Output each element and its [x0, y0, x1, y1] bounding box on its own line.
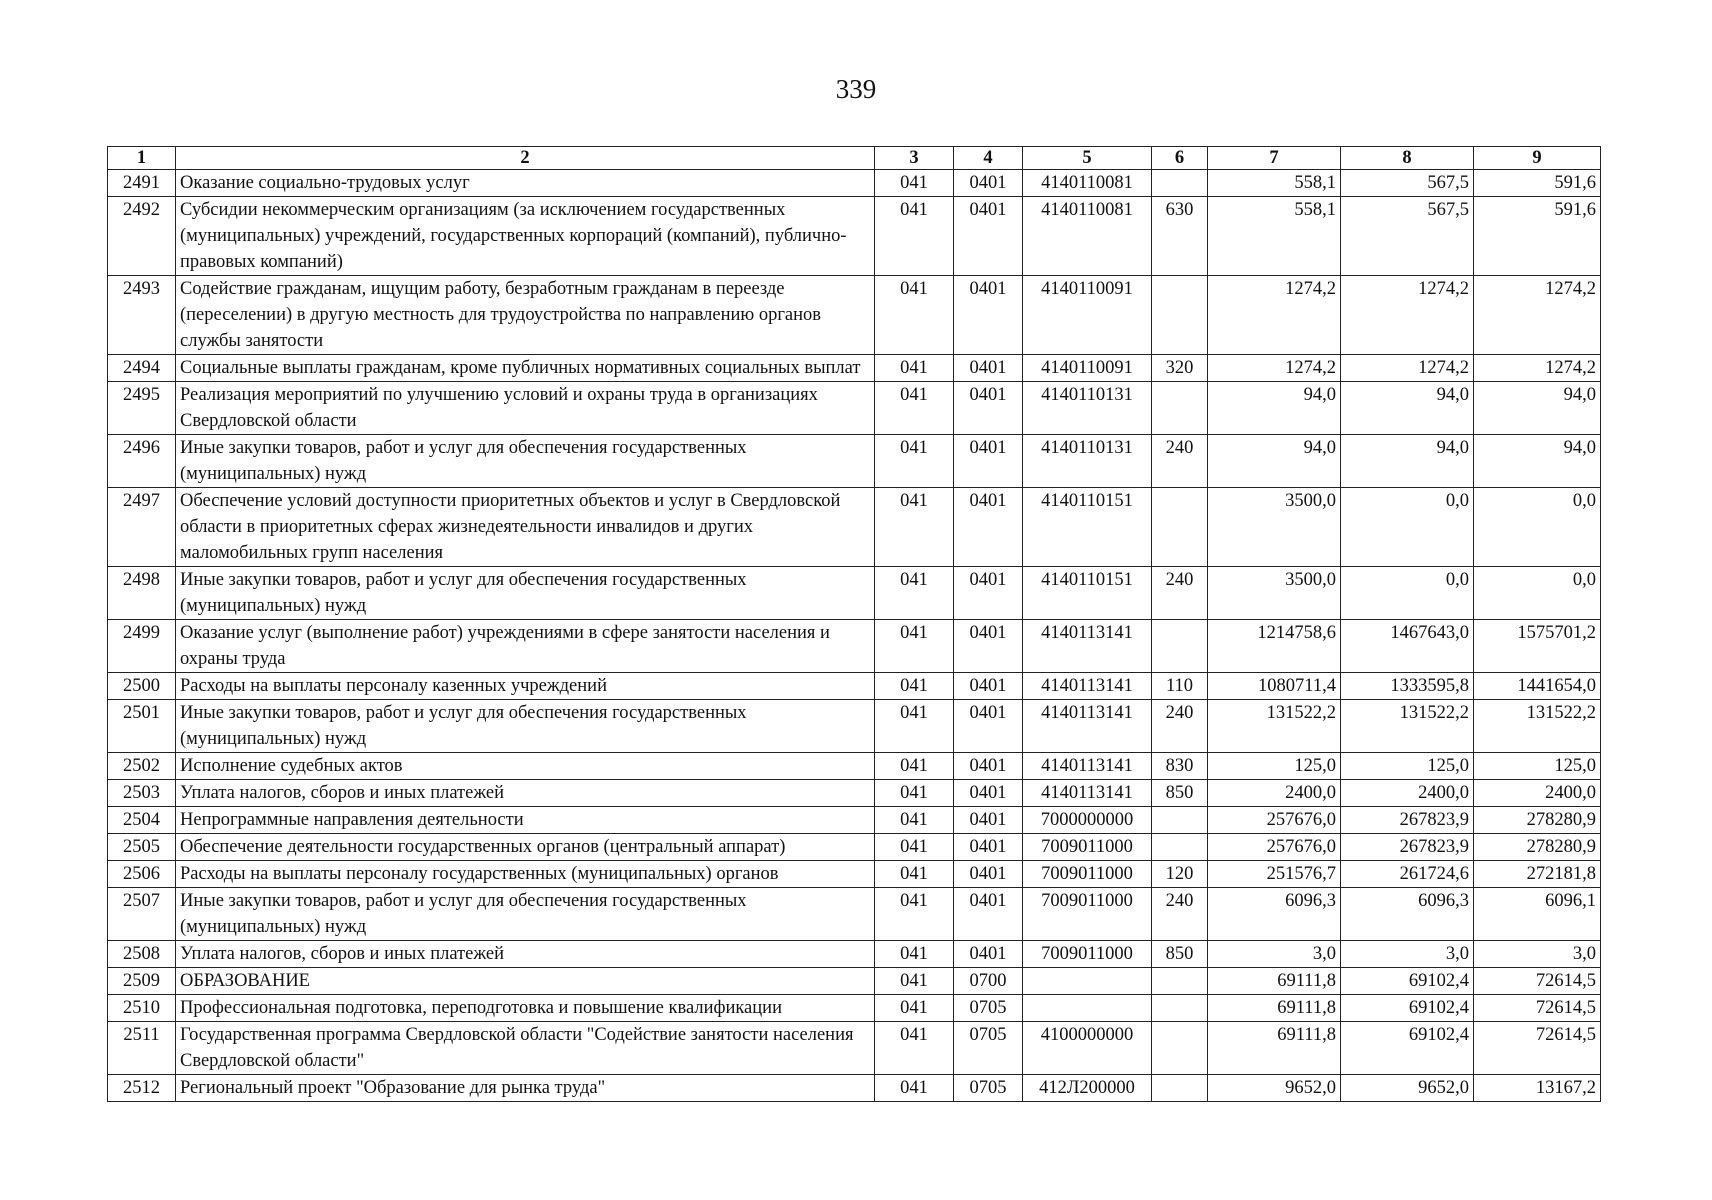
row-col3: 041 — [875, 753, 954, 780]
row-col9: 1441654,0 — [1474, 673, 1601, 700]
row-col8: 567,5 — [1341, 170, 1474, 197]
row-number: 2499 — [108, 620, 176, 673]
row-col6: 240 — [1152, 888, 1208, 941]
row-col4: 0401 — [954, 197, 1023, 276]
row-col4: 0401 — [954, 753, 1023, 780]
row-col9: 13167,2 — [1474, 1075, 1601, 1102]
row-number: 2492 — [108, 197, 176, 276]
row-col3: 041 — [875, 382, 954, 435]
row-col4: 0401 — [954, 435, 1023, 488]
row-number: 2494 — [108, 355, 176, 382]
row-number: 2504 — [108, 807, 176, 834]
row-col7: 1214758,6 — [1208, 620, 1341, 673]
row-name: Профессиональная подготовка, переподготовка и повышение квалификации — [176, 995, 875, 1022]
header-row — [108, 147, 1601, 170]
row-number: 2511 — [108, 1022, 176, 1075]
row-number: 2502 — [108, 753, 176, 780]
table-row — [108, 567, 1601, 620]
table-row — [108, 861, 1601, 888]
row-number: 2507 — [108, 888, 176, 941]
row-name: Иные закупки товаров, работ и услуг для обеспечения государственных (муниципальных) нужд — [176, 567, 875, 620]
row-name: Непрограммные направления деятельности — [176, 807, 875, 834]
row-number: 2506 — [108, 861, 176, 888]
row-col7: 94,0 — [1208, 435, 1341, 488]
row-name: Расходы на выплаты персоналу государственных (муниципальных) органов — [176, 861, 875, 888]
row-col8: 0,0 — [1341, 488, 1474, 567]
row-name: Уплата налогов, сборов и иных платежей — [176, 780, 875, 807]
row-col4: 0401 — [954, 673, 1023, 700]
header-cell: 1 — [108, 147, 176, 170]
row-col3: 041 — [875, 780, 954, 807]
row-col9: 1274,2 — [1474, 276, 1601, 355]
row-name: Региональный проект "Образование для рынка труда" — [176, 1075, 875, 1102]
row-col7: 3500,0 — [1208, 488, 1341, 567]
row-number: 2503 — [108, 780, 176, 807]
row-col5 — [1023, 995, 1152, 1022]
row-col7: 1274,2 — [1208, 355, 1341, 382]
row-col4: 0700 — [954, 968, 1023, 995]
row-name: Реализация мероприятий по улучшению условий и охраны труда в организациях Свердловской области — [176, 382, 875, 435]
table-row — [108, 968, 1601, 995]
table-body — [108, 170, 1601, 1102]
row-col9: 94,0 — [1474, 435, 1601, 488]
row-number: 2500 — [108, 673, 176, 700]
row-col9: 72614,5 — [1474, 968, 1601, 995]
header-cell: 3 — [875, 147, 954, 170]
table-row — [108, 355, 1601, 382]
header-cell: 2 — [176, 147, 875, 170]
row-col8: 567,5 — [1341, 197, 1474, 276]
row-col9: 591,6 — [1474, 197, 1601, 276]
row-col5: 4140110081 — [1023, 197, 1152, 276]
row-col5: 4140110131 — [1023, 435, 1152, 488]
row-col8: 1467643,0 — [1341, 620, 1474, 673]
header-cell: 8 — [1341, 147, 1474, 170]
row-number: 2495 — [108, 382, 176, 435]
row-col6 — [1152, 488, 1208, 567]
row-number: 2512 — [108, 1075, 176, 1102]
row-col9: 0,0 — [1474, 488, 1601, 567]
row-col7: 257676,0 — [1208, 807, 1341, 834]
row-col5: 4140110151 — [1023, 567, 1152, 620]
budget-table — [107, 146, 1601, 1102]
row-col3: 041 — [875, 968, 954, 995]
row-col9: 278280,9 — [1474, 834, 1601, 861]
row-name: Иные закупки товаров, работ и услуг для обеспечения государственных (муниципальных) нужд — [176, 435, 875, 488]
row-col6: 630 — [1152, 197, 1208, 276]
row-col7: 1080711,4 — [1208, 673, 1341, 700]
row-col5: 4140110091 — [1023, 276, 1152, 355]
row-col7: 3,0 — [1208, 941, 1341, 968]
row-name: Оказание услуг (выполнение работ) учреждениями в сфере занятости населения и охраны труда — [176, 620, 875, 673]
row-col8: 0,0 — [1341, 567, 1474, 620]
row-col4: 0401 — [954, 807, 1023, 834]
row-col5: 4140113141 — [1023, 700, 1152, 753]
row-col7: 251576,7 — [1208, 861, 1341, 888]
row-col3: 041 — [875, 170, 954, 197]
row-col3: 041 — [875, 567, 954, 620]
row-col8: 3,0 — [1341, 941, 1474, 968]
table-row — [108, 888, 1601, 941]
row-col3: 041 — [875, 941, 954, 968]
row-col3: 041 — [875, 197, 954, 276]
row-col9: 2400,0 — [1474, 780, 1601, 807]
header-cell: 5 — [1023, 147, 1152, 170]
table-row — [108, 276, 1601, 355]
row-col3: 041 — [875, 888, 954, 941]
row-col7: 94,0 — [1208, 382, 1341, 435]
row-col6: 240 — [1152, 700, 1208, 753]
row-col6 — [1152, 1022, 1208, 1075]
row-col7: 69111,8 — [1208, 1022, 1341, 1075]
table-row — [108, 170, 1601, 197]
row-col5: 4140113141 — [1023, 620, 1152, 673]
row-col3: 041 — [875, 673, 954, 700]
row-col6 — [1152, 995, 1208, 1022]
row-col9: 272181,8 — [1474, 861, 1601, 888]
row-col6 — [1152, 834, 1208, 861]
table-row — [108, 995, 1601, 1022]
row-number: 2498 — [108, 567, 176, 620]
row-name: Социальные выплаты гражданам, кроме публичных нормативных социальных выплат — [176, 355, 875, 382]
row-col7: 69111,8 — [1208, 968, 1341, 995]
row-col8: 1333595,8 — [1341, 673, 1474, 700]
row-name: Обеспечение деятельности государственных органов (центральный аппарат) — [176, 834, 875, 861]
row-col5: 7009011000 — [1023, 888, 1152, 941]
row-number: 2509 — [108, 968, 176, 995]
row-col3: 041 — [875, 1075, 954, 1102]
row-col6: 240 — [1152, 435, 1208, 488]
row-col3: 041 — [875, 620, 954, 673]
row-col7: 2400,0 — [1208, 780, 1341, 807]
header-cell: 7 — [1208, 147, 1341, 170]
row-col8: 69102,4 — [1341, 1022, 1474, 1075]
row-col3: 041 — [875, 1022, 954, 1075]
page-number: 339 — [835, 74, 877, 104]
row-col9: 72614,5 — [1474, 1022, 1601, 1075]
row-col7: 9652,0 — [1208, 1075, 1341, 1102]
table-row — [108, 673, 1601, 700]
row-col5: 4140110081 — [1023, 170, 1152, 197]
row-col8: 267823,9 — [1341, 834, 1474, 861]
row-col7: 558,1 — [1208, 170, 1341, 197]
table-row — [108, 941, 1601, 968]
row-col5: 4140113141 — [1023, 753, 1152, 780]
row-col6: 830 — [1152, 753, 1208, 780]
row-col6: 240 — [1152, 567, 1208, 620]
row-col6 — [1152, 620, 1208, 673]
row-name: Оказание социально-трудовых услуг — [176, 170, 875, 197]
row-col8: 69102,4 — [1341, 968, 1474, 995]
row-col9: 72614,5 — [1474, 995, 1601, 1022]
row-col6 — [1152, 807, 1208, 834]
row-col8: 131522,2 — [1341, 700, 1474, 753]
row-name: Государственная программа Свердловской области "Содействие занятости населения Свердловской области" — [176, 1022, 875, 1075]
row-col9: 6096,1 — [1474, 888, 1601, 941]
row-number: 2505 — [108, 834, 176, 861]
header-cell: 6 — [1152, 147, 1208, 170]
row-number: 2501 — [108, 700, 176, 753]
row-col9: 131522,2 — [1474, 700, 1601, 753]
row-number: 2497 — [108, 488, 176, 567]
row-col9: 0,0 — [1474, 567, 1601, 620]
row-col4: 0401 — [954, 488, 1023, 567]
row-col7: 558,1 — [1208, 197, 1341, 276]
row-col5: 7009011000 — [1023, 834, 1152, 861]
row-col5: 4100000000 — [1023, 1022, 1152, 1075]
header-cell: 4 — [954, 147, 1023, 170]
row-col6 — [1152, 170, 1208, 197]
row-number: 2508 — [108, 941, 176, 968]
row-col3: 041 — [875, 861, 954, 888]
row-col9: 278280,9 — [1474, 807, 1601, 834]
row-number: 2491 — [108, 170, 176, 197]
row-col8: 261724,6 — [1341, 861, 1474, 888]
table-row — [108, 435, 1601, 488]
table-row — [108, 753, 1601, 780]
row-col4: 0401 — [954, 780, 1023, 807]
row-col5: 4140110091 — [1023, 355, 1152, 382]
table-row — [108, 488, 1601, 567]
row-col7: 257676,0 — [1208, 834, 1341, 861]
row-col7: 125,0 — [1208, 753, 1341, 780]
table-row — [108, 620, 1601, 673]
row-col6: 320 — [1152, 355, 1208, 382]
header-cell: 9 — [1474, 147, 1601, 170]
row-col5: 7009011000 — [1023, 861, 1152, 888]
row-name: Обеспечение условий доступности приоритетных объектов и услуг в Свердловской области в приоритетных сферах жизнедеятельности инвалидов и других маломобильных групп населения — [176, 488, 875, 567]
row-col5: 4140113141 — [1023, 780, 1152, 807]
row-col8: 94,0 — [1341, 382, 1474, 435]
row-name: Исполнение судебных актов — [176, 753, 875, 780]
row-col4: 0401 — [954, 888, 1023, 941]
row-col8: 1274,2 — [1341, 355, 1474, 382]
row-col7: 3500,0 — [1208, 567, 1341, 620]
row-col5 — [1023, 968, 1152, 995]
row-col4: 0401 — [954, 861, 1023, 888]
row-name: ОБРАЗОВАНИЕ — [176, 968, 875, 995]
row-col6: 110 — [1152, 673, 1208, 700]
row-col5: 4140110151 — [1023, 488, 1152, 567]
row-col8: 125,0 — [1341, 753, 1474, 780]
row-col3: 041 — [875, 700, 954, 753]
row-col8: 2400,0 — [1341, 780, 1474, 807]
row-number: 2510 — [108, 995, 176, 1022]
table-row — [108, 807, 1601, 834]
row-name: Содействие гражданам, ищущим работу, безработным гражданам в переезде (переселении) в другую местность для трудоустройства по направлению органов службы занятости — [176, 276, 875, 355]
row-col4: 0705 — [954, 995, 1023, 1022]
row-col5: 7009011000 — [1023, 941, 1152, 968]
row-name: Уплата налогов, сборов и иных платежей — [176, 941, 875, 968]
table-row — [108, 834, 1601, 861]
row-col9: 3,0 — [1474, 941, 1601, 968]
row-col4: 0705 — [954, 1022, 1023, 1075]
row-col3: 041 — [875, 276, 954, 355]
table-row — [108, 197, 1601, 276]
row-col8: 6096,3 — [1341, 888, 1474, 941]
row-col6 — [1152, 382, 1208, 435]
row-col3: 041 — [875, 488, 954, 567]
row-col6: 850 — [1152, 941, 1208, 968]
row-col6: 850 — [1152, 780, 1208, 807]
row-col4: 0401 — [954, 276, 1023, 355]
row-col7: 6096,3 — [1208, 888, 1341, 941]
row-col5: 4140113141 — [1023, 673, 1152, 700]
row-col8: 1274,2 — [1341, 276, 1474, 355]
row-name: Субсидии некоммерческим организациям (за исключением государственных (муниципальных) учреждений, государственных корпораций (компаний), публично-правовых компаний) — [176, 197, 875, 276]
row-col6 — [1152, 276, 1208, 355]
row-number: 2496 — [108, 435, 176, 488]
row-col4: 0401 — [954, 620, 1023, 673]
row-name: Иные закупки товаров, работ и услуг для обеспечения государственных (муниципальных) нужд — [176, 888, 875, 941]
row-col8: 94,0 — [1341, 435, 1474, 488]
row-col5: 412Л200000 — [1023, 1075, 1152, 1102]
row-col9: 125,0 — [1474, 753, 1601, 780]
row-col4: 0401 — [954, 941, 1023, 968]
row-col3: 041 — [875, 807, 954, 834]
row-col3: 041 — [875, 355, 954, 382]
row-col4: 0401 — [954, 834, 1023, 861]
row-col5: 7000000000 — [1023, 807, 1152, 834]
row-col3: 041 — [875, 995, 954, 1022]
row-col4: 0401 — [954, 700, 1023, 753]
row-col4: 0705 — [954, 1075, 1023, 1102]
table-row — [108, 382, 1601, 435]
table-row — [108, 780, 1601, 807]
row-col5: 4140110131 — [1023, 382, 1152, 435]
row-col4: 0401 — [954, 567, 1023, 620]
row-col3: 041 — [875, 435, 954, 488]
row-name: Расходы на выплаты персоналу казенных учреждений — [176, 673, 875, 700]
row-col7: 131522,2 — [1208, 700, 1341, 753]
row-col6 — [1152, 1075, 1208, 1102]
row-number: 2493 — [108, 276, 176, 355]
row-col7: 69111,8 — [1208, 995, 1341, 1022]
table-row — [108, 1022, 1601, 1075]
row-col4: 0401 — [954, 170, 1023, 197]
row-col4: 0401 — [954, 382, 1023, 435]
table-row — [108, 700, 1601, 753]
table-row — [108, 1075, 1601, 1102]
row-col9: 1575701,2 — [1474, 620, 1601, 673]
row-col7: 1274,2 — [1208, 276, 1341, 355]
row-col3: 041 — [875, 834, 954, 861]
row-col9: 94,0 — [1474, 382, 1601, 435]
row-name: Иные закупки товаров, работ и услуг для обеспечения государственных (муниципальных) нужд — [176, 700, 875, 753]
row-col6: 120 — [1152, 861, 1208, 888]
row-col9: 1274,2 — [1474, 355, 1601, 382]
row-col6 — [1152, 968, 1208, 995]
row-col8: 9652,0 — [1341, 1075, 1474, 1102]
row-col9: 591,6 — [1474, 170, 1601, 197]
row-col8: 69102,4 — [1341, 995, 1474, 1022]
row-col8: 267823,9 — [1341, 807, 1474, 834]
row-col4: 0401 — [954, 355, 1023, 382]
